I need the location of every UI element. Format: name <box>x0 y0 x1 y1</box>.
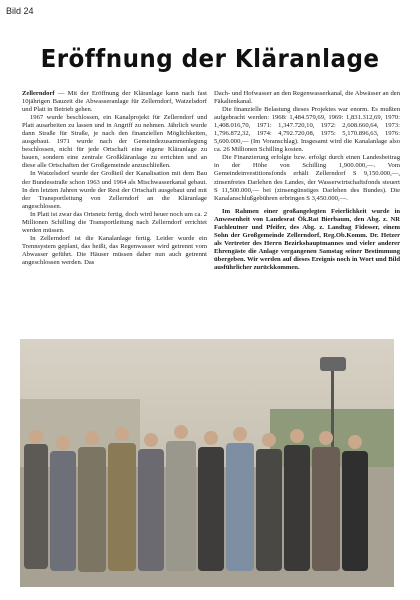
paragraph: In Platt ist zwar das Ortsnetz fertig, doch wird heuer noch um ca. 2 Millionen Schilling die Transportleitung nach Zellerndorf errichtet werden müssen. <box>22 210 207 234</box>
paragraph: Die finanzielle Belastung dieses Projektes war enorm. Es mußten aufgebracht werden: 1968: 1,484.579,69, 1969: 1,831.312,69, 1970: 1,408.016,70, 1971: 1,347.720,10, 1972: 2,608.660,64, 1973: 1,796.872,32, 1974: 4,792.720,08, 1975: 5,170.896,63, 1976: 5,600.000,— (Im Voranschlag). Insgesamt wird die Kanalanlage also ca. 26 Millionen Schilling kosten. <box>214 106 400 154</box>
article-headline: Eröffnung der Kläranlage <box>40 44 380 73</box>
paragraph-text: — Mit der Eröffnung der Kläranlage kann nach fast 10jährigen Bauzeit die Abwasseranlage für Zellerndorf, Watzelsdorf und Platt in Betrieb gehen. <box>22 90 207 114</box>
article-column-right <box>214 90 400 272</box>
paragraph: In Zellerndorf ist die Kanalanlage fertig. Leider wurde ein Trennsystem geplant, das heißt, das Regenwasser wird getrennt vom Abwasser geführt. Die Häuser müssen daher nun auch getrennt angeschlossen werden. Das <box>22 234 207 266</box>
article-column-left <box>22 90 207 267</box>
paragraph: 1967 wurde beschlossen, ein Kanalprojekt für Zellerndorf und Platt ausarbeiten zu lassen und in Angriff zu nehmen. Jährlich wurde dann Straße für Straße, je nach den finanziellen Möglichkeiten, ausgebaut. 1971 wurde nach der Gemeindezusammenlegung beschlossen, nicht für jede Ortschaft eine eigene Kläranlage zu bauen, sondern eine zentrale Großkläranlage zu errichten und an diese alle Ortschaften der Großgemeinde anzuschließen. <box>22 114 207 170</box>
paragraph <box>22 90 207 114</box>
ceremony-photo <box>20 339 394 587</box>
paragraph: Dach- und Hofwasser an den Regenwasserkanal, die Abwässer an den Fäkalienkanal. <box>214 90 400 106</box>
paragraph: In Watzelsdorf wurde der Großteil der Kanalisation mit dem Bau der Bundesstraße schon 1963 und 1964 als Mischwasserkanal gebaut. In den letzten Jahren wurde der Rest der Ortschaft ausgebaut und mit der Transportleitung von Zellerndorf an die Kläranlage angeschlossen. <box>22 170 207 210</box>
paragraph: Die Finanzierung erfolgte bzw. erfolgt durch einen Landesbeitrag in der Höhe von Schilling 1,900.000,—. Vom Gemeindeinvestitionsfonds erhält Zellerndorf S 9,150.000,—, zinsenfreies Darlehen des Landes, der Wasserwirtschaftsfonds steuert S 11,500.000,— bei (zinsengünstiges Darlehen des Bundes). Die Kanalanschlußgebühren erbringen S 3,450.000,—. <box>214 154 400 202</box>
ceremony-photo-illustration <box>20 339 394 587</box>
lamp-head-icon <box>320 357 346 371</box>
dateline-place: Zellerndorf <box>22 90 55 97</box>
ceremony-paragraph: Im Rahmen einer großangelegten Feierlichkeit wurde in Anwesenheit von Landesrat Ök.Rat Bierbaum, den Abg. z. NR Fachleutner und Pfeifer, des Abg. z. Landtag Fidesser, einem Sohn der Großgemeinde Zellerndorf, Reg.Ob.Komm. Dr. Hetzer als Vertreter des Herrn Bezirkshauptmannes und vieler anderer Ehrengäste die Anlage vergangenen Samstag seiner Bestimmung übergeben. Wir werden auf dieses Ereignis noch in Wort und Bild ausführlicher zurückkommen. <box>214 207 400 271</box>
image-caption: Bild 24 <box>6 6 34 16</box>
